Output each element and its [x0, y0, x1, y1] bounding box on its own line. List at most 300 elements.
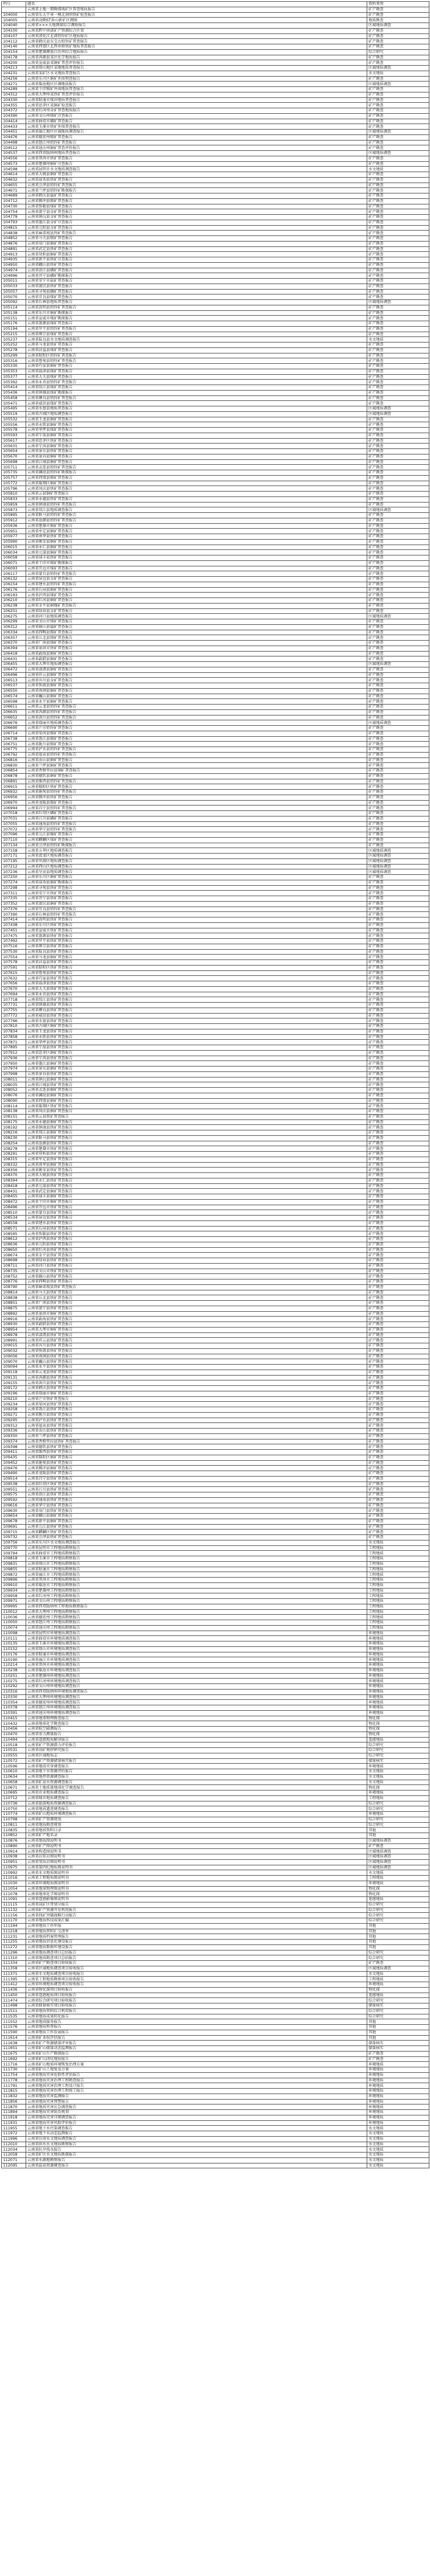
category-cell: 矿产勘查 [367, 1226, 429, 1231]
archive-id-cell: 109538 [2, 1481, 26, 1487]
title-cell: 云南省迪庆州环境地质调查报告 [26, 1710, 367, 1716]
title-cell: 云南省武定县铜矿普查报告 [26, 1189, 367, 1194]
archive-id-cell: 105556 [2, 422, 26, 428]
category-cell: 矿产勘查 [367, 1210, 429, 1216]
category-cell: 矿产勘查 [367, 1322, 429, 1328]
table-row [2, 1460, 429, 1466]
table-row [2, 1418, 429, 1423]
title-cell: 云南省保山市环境地质调查报告 [26, 1646, 367, 1652]
archive-id-cell: 111535 [2, 2014, 26, 2019]
archive-id-cell: 104112 [2, 39, 26, 44]
title-cell: 云南省河口县地质调查报告 [26, 614, 367, 619]
table-row [2, 1567, 429, 1572]
title-cell: 云南省宾川县金矿普查报告 [26, 678, 367, 683]
archive-id-cell: 104433 [2, 124, 26, 130]
title-cell: 云南省地质灾害监测报告 [26, 2094, 367, 2099]
title-cell: 云南省剑川县铅锌矿普查报告 [26, 715, 367, 720]
category-cell: 矿产勘查 [367, 635, 429, 641]
archive-id-cell: 109872 [2, 1572, 26, 1578]
category-cell: 矿产勘查 [367, 513, 429, 518]
archive-id-cell: 108978 [2, 1332, 26, 1338]
archive-id-cell: 111194 [2, 1923, 26, 1929]
category-cell: 区域地质调查 [367, 507, 429, 513]
title-cell: 云南省水源地勘察报告 [26, 2157, 367, 2163]
table-row [2, 87, 429, 92]
table-row [2, 1620, 429, 1626]
category-cell: 矿产勘查 [367, 1018, 429, 1024]
category-cell: 矿产勘查 [367, 1247, 429, 1253]
title-cell: 云南省龙陵县铁矿普查报告 [26, 1471, 367, 1477]
archive-id-cell: 107195 [2, 858, 26, 864]
archive-id-cell: 111576 [2, 2025, 26, 2030]
category-cell: 区域地质调查 [367, 1859, 429, 1865]
table-row [2, 1481, 429, 1487]
table-row [2, 1551, 429, 1556]
archive-id-cell: 107274 [2, 880, 26, 885]
title-cell: 云南省麻栗坡县钨矿普查报告 [26, 231, 367, 236]
category-cell: 工程地质 [367, 1551, 429, 1556]
title-cell: 云南省西双版纳州环境地质调查报告 [26, 1689, 367, 1694]
category-cell: 矿产勘查 [367, 1503, 429, 1508]
archive-id-cell: 104498 [2, 140, 26, 145]
table-row [2, 417, 429, 422]
table-row [2, 1338, 429, 1343]
title-cell: 云南省勐腊县铜矿普查报告 [26, 656, 367, 662]
category-cell: 矿产勘查 [367, 922, 429, 928]
archive-id-cell: 104730 [2, 204, 26, 209]
table-row [2, 641, 429, 646]
category-cell: 遥感地质 [367, 1737, 429, 1742]
title-cell: 云南省地质灾害风险评价报告 [26, 2120, 367, 2126]
archive-id-cell: 108076 [2, 1093, 26, 1098]
category-cell: 矿产勘查 [367, 390, 429, 395]
title-cell: 云南省彝良县铁矿普查报告 [26, 1008, 367, 1013]
table-row [2, 496, 429, 502]
title-cell: 云南省元谋县铁矿普查报告 [26, 1183, 367, 1189]
title-cell: 云南省富源县煤矿普查报告 [26, 321, 367, 327]
category-cell: 矿产勘查 [367, 709, 429, 715]
table-row [2, 1029, 429, 1034]
category-cell: 矿产勘查 [367, 92, 429, 97]
table-row [2, 976, 429, 981]
title-cell: 云南省宜良县煤矿普查报告 [26, 294, 367, 300]
category-cell: 矿产勘查 [367, 438, 429, 444]
category-cell: 水文地质 [367, 1971, 429, 1977]
archive-id-cell: 110596 [2, 1764, 26, 1769]
title-cell: 云南省普洱市铁矿普查报告 [26, 156, 367, 161]
title-cell: 云南省地质资料综合利用报告 [26, 2008, 367, 2014]
title-cell: 云南省西盟县铜矿普查报告 [26, 1098, 367, 1104]
title-cell: 云南省盐津县煤矿普查报告 [26, 369, 367, 374]
title-cell: 云南省绿春县金矿普查报告 [26, 608, 367, 614]
archive-id-cell: 106176 [2, 587, 26, 593]
title-cell: 云南省宣威市煤矿勘探报告 [26, 316, 367, 321]
table-row [2, 614, 429, 619]
category-cell: 矿产勘查 [367, 1135, 429, 1141]
archive-id-cell: 107298 [2, 885, 26, 891]
archive-id-cell: 109271 [2, 1412, 26, 1418]
title-cell: 云南省嵩明县铁矿普查报告 [26, 917, 367, 923]
category-cell: 矿产勘查 [367, 1306, 429, 1311]
category-cell: 矿产勘查 [367, 433, 429, 438]
title-cell: 云南省官渡区地质调查报告 [26, 858, 367, 864]
table-row [2, 1098, 429, 1104]
category-cell: 矿产勘查 [367, 444, 429, 449]
archive-id-cell: 107516 [2, 944, 26, 949]
archive-id-cell: 106071 [2, 560, 26, 566]
category-cell: 矿产勘查 [367, 1104, 429, 1109]
table-row [2, 1050, 429, 1056]
category-cell: 矿产勘查 [367, 87, 429, 92]
category-cell: 区域地质调查 [367, 1865, 429, 1870]
category-cell: 矿产勘查 [367, 1045, 429, 1051]
table-row [2, 1993, 429, 1998]
archive-id-cell: 109855 [2, 1567, 26, 1572]
title-cell: 云南省大姚县铜矿普查报告 [26, 172, 367, 178]
archive-id-cell: 108011 [2, 1077, 26, 1082]
table-row [2, 321, 429, 327]
table-row [2, 1944, 429, 1950]
archive-id-cell: 110750 [2, 1806, 26, 1812]
table-row [2, 901, 429, 907]
title-cell: 云南省大关县铁矿普查报告 [26, 986, 367, 992]
archive-id-cell: 104390 [2, 113, 26, 119]
title-cell: 云南省水富县铁矿普查报告 [26, 1018, 367, 1024]
category-cell: 其他 [367, 1923, 429, 1929]
title-cell: 云南省找矿突破战略行动报告 [26, 1913, 367, 1918]
category-cell: 矿产勘查 [367, 1466, 429, 1471]
table-row [2, 1716, 429, 1721]
title-cell: 云南省绿春县铁矿普查报告 [26, 1258, 367, 1264]
category-cell: 矿产勘查 [367, 134, 429, 140]
title-cell: 云南省芒市铁矿普查报告 [26, 1396, 367, 1402]
category-cell: 矿产勘查 [367, 880, 429, 885]
archive-id-cell: 106132 [2, 577, 26, 582]
table-row [2, 454, 429, 459]
title-cell: 云南省临翔区铁矿普查报告 [26, 1104, 367, 1109]
archive-id-cell: 110914 [2, 1849, 26, 1854]
category-cell: 工程地质 [367, 1582, 429, 1588]
title-cell: 云南省石林县铅锌矿普查报告 [26, 912, 367, 917]
category-cell: 矿产勘查 [367, 571, 429, 577]
title-cell: 云南省矿山地质环境恢复治理方案 [26, 2062, 367, 2067]
archive-id-cell: 107810 [2, 1024, 26, 1029]
table-row [2, 539, 429, 545]
table-row [2, 1354, 429, 1359]
category-cell: 矿产勘查 [367, 1157, 429, 1162]
table-row [2, 246, 429, 252]
archive-id-cell: 106251 [2, 608, 26, 614]
title-cell: 云南省石屏县铁矿普查报告 [26, 1226, 367, 1231]
title-cell: 云南省西盟县锡矿普查报告 [26, 475, 367, 481]
table-row [2, 1780, 429, 1785]
category-cell: 矿产勘查 [367, 1178, 429, 1183]
category-cell: 综合研究 [367, 1955, 429, 1961]
table-row [2, 821, 429, 827]
table-row [2, 699, 429, 705]
title-cell: 云南省德宏州环境地质调查报告 [26, 1700, 367, 1705]
title-cell: 云南省地质图说明书 [26, 1838, 367, 1843]
category-cell: 水文地质 [367, 2131, 429, 2137]
table-row [2, 1162, 429, 1168]
archive-id-cell: 104671 [2, 188, 26, 193]
title-cell: 云南省变质岩图说明书 [26, 1859, 367, 1865]
table-row [2, 981, 429, 987]
category-cell: 矿产勘查 [367, 1535, 429, 1540]
category-cell: 矿产勘查 [367, 518, 429, 523]
table-row [2, 1247, 429, 1253]
title-cell: 云南省文山州环境地质调查报告 [26, 1684, 367, 1690]
category-cell: 矿产勘查 [367, 1152, 429, 1157]
title-cell: 云南省凤庆县铜矿普查报告 [26, 1109, 367, 1115]
archive-id-cell: 104573 [2, 161, 26, 167]
table-row [2, 1130, 429, 1136]
table-row [2, 577, 429, 582]
archive-id-cell: 109172 [2, 1386, 26, 1391]
category-cell: 矿产勘查 [367, 784, 429, 790]
table-row [2, 1748, 429, 1753]
archive-id-cell: 104312 [2, 92, 26, 97]
table-row [2, 635, 429, 641]
archive-id-cell: 110695 [2, 1791, 26, 1796]
title-cell: 云南省德宏州锡矿普查报告 [26, 134, 367, 140]
table-row [2, 465, 429, 470]
title-cell: 云南省东川区铁矿普查报告 [26, 922, 367, 928]
category-cell: 矿产勘查 [367, 470, 429, 476]
category-cell: 矿产勘查 [367, 907, 429, 912]
archive-id-cell: 104005 [2, 18, 26, 23]
archive-id-cell: 105114 [2, 305, 26, 310]
category-cell: 矿产勘查 [367, 1471, 429, 1477]
title-cell: 云南省会泽县铁矿普查报告 [26, 1535, 367, 1540]
category-cell: 矿产勘查 [367, 1071, 429, 1077]
category-cell: 综合研究 [367, 1817, 429, 1822]
category-cell: 矿产勘查 [367, 1444, 429, 1450]
title-cell: 云南省西双版纳州地质普查报告 [26, 151, 367, 156]
category-cell: 矿产勘查 [367, 608, 429, 614]
table-row [2, 2062, 429, 2067]
archive-id-cell: 111730 [2, 2067, 26, 2073]
category-cell: 综合研究 [367, 1907, 429, 1913]
archive-id-cell: 112034 [2, 2147, 26, 2153]
title-cell: 云南省德钦县铜矿普查报告 [26, 773, 367, 779]
category-cell: 矿产勘查 [367, 1375, 429, 1380]
archive-id-cell: 107895 [2, 1045, 26, 1051]
category-cell: 矿产勘查 [367, 763, 429, 768]
category-cell: 矿产勘查 [367, 986, 429, 992]
title-cell: 云南省墨江县铜矿普查报告 [26, 1061, 367, 1067]
table-row [2, 18, 429, 23]
table-row [2, 2046, 429, 2052]
archive-id-cell: 109691 [2, 1524, 26, 1530]
title-cell: 云南省禄劝县铁矿普查报告 [26, 177, 367, 183]
category-cell: 矿产勘查 [367, 1216, 429, 1221]
archive-id-cell: 106878 [2, 773, 26, 779]
category-cell: 矿产勘查 [367, 1050, 429, 1056]
archive-id-cell: 105092 [2, 300, 26, 305]
title-cell: 云南省江川县磷矿普查报告 [26, 816, 367, 821]
table-row [2, 1604, 429, 1609]
title-cell: 云南省贡山县铁矿普查报告 [26, 1429, 367, 1434]
category-cell: 矿产勘查 [367, 1455, 429, 1460]
table-row [2, 23, 429, 29]
archive-id-cell: 107998 [2, 1071, 26, 1077]
archive-id-cell: 111255 [2, 1940, 26, 1945]
table-row [2, 268, 429, 273]
category-cell: 矿产勘查 [367, 523, 429, 529]
category-cell: 矿产勘查 [367, 225, 429, 231]
category-cell: 矿产勘查 [367, 1237, 429, 1242]
archive-id-cell: 107871 [2, 1040, 26, 1045]
archive-id-cell: 104200 [2, 60, 26, 66]
archive-id-cell: 104100 [2, 28, 26, 33]
title-cell: 云南省巧家县铜矿普查报告 [26, 364, 367, 369]
archive-id-cell: 104040 [2, 23, 26, 29]
table-row [2, 1295, 429, 1301]
category-cell: 水文地质 [367, 2126, 429, 2131]
title-cell: 云南省地质灾害治理工程设计报告 [26, 2083, 367, 2089]
category-cell: 综合研究 [367, 1950, 429, 1955]
table-row [2, 1508, 429, 1514]
archive-id-cell: 106334 [2, 630, 26, 635]
archive-id-cell: 110890 [2, 1843, 26, 1849]
table-row [2, 955, 429, 960]
archive-id-cell: 111972 [2, 2131, 26, 2137]
category-cell: 物化探 [367, 1892, 429, 1897]
title-cell: 云南省航空磁测报告 [26, 1727, 367, 1732]
table-row [2, 1194, 429, 1200]
category-cell: 矿产勘查 [367, 39, 429, 44]
archive-id-cell: 108496 [2, 1205, 26, 1210]
title-cell: 云南省岩溶水文地质调查报告 [26, 2136, 367, 2142]
table-row [2, 1183, 429, 1189]
title-cell: 云南省文山州工程地质勘察报告 [26, 1599, 367, 1604]
title-cell: 云南省怒江州工程地质勘察报告 [26, 1620, 367, 1626]
title-cell: 云南省勐海县铜矿普查报告 [26, 651, 367, 656]
category-cell: 矿产勘查 [367, 933, 429, 939]
archive-id-cell: 109910 [2, 1582, 26, 1588]
title-cell: 云南省威信县铁矿普查报告 [26, 1013, 367, 1018]
archive-id-cell [2, 7, 26, 12]
archive-id-cell: 105593 [2, 433, 26, 438]
title-cell: 云南省盘龙区地质调查报告 [26, 854, 367, 859]
title-cell: 云南省蒙自县铁矿普查报告 [26, 1210, 367, 1216]
table-row [2, 646, 429, 651]
table-row [2, 1545, 429, 1551]
category-cell: 环境地质 [367, 1710, 429, 1716]
archive-id-cell: 108151 [2, 1114, 26, 1119]
table-row [2, 1929, 429, 1934]
title-cell: 云南省宜良县铅锌矿普查报告 [26, 907, 367, 912]
table-row [2, 965, 429, 970]
archive-id-cell: 106394 [2, 646, 26, 651]
title-cell: 云南省绥江县煤矿普查报告 [26, 385, 367, 391]
archive-id-cell: 106472 [2, 667, 26, 672]
title-cell: 云南省西畴县锡矿普查报告 [26, 630, 367, 635]
archive-id-cell: 106830 [2, 763, 26, 768]
table-row [2, 33, 429, 39]
archive-id-cell: 110378 [2, 1705, 26, 1711]
table-row [2, 1524, 429, 1530]
title-cell: 云南省地质灾害预警报告 [26, 2099, 367, 2104]
table-row [2, 1386, 429, 1391]
title-cell: 云南省金平县铁矿普查报告 [26, 1253, 367, 1258]
table-row [2, 1753, 429, 1758]
archive-id-cell: 105698 [2, 459, 26, 465]
archive-id-cell: 109818 [2, 1556, 26, 1562]
table-header-row [2, 2, 429, 7]
table-row [2, 119, 429, 124]
category-cell: 矿产勘查 [367, 1332, 429, 1338]
category-cell: 环境地质 [367, 1668, 429, 1673]
archive-id-cell: 110012 [2, 1609, 26, 1615]
table-row [2, 922, 429, 928]
category-cell: 综合研究 [367, 1801, 429, 1806]
archive-id-cell: 109678 [2, 1519, 26, 1524]
table-row [2, 2136, 429, 2142]
category-cell: 矿产勘查 [367, 1231, 429, 1237]
table-row [2, 1396, 429, 1402]
category-cell: 综合研究 [367, 1753, 429, 1758]
archive-id-cell: 108138 [2, 1109, 26, 1115]
category-cell: 矿产勘查 [367, 326, 429, 332]
table-row [2, 667, 429, 672]
table-row [2, 2003, 429, 2009]
archive-id-cell: 105895 [2, 513, 26, 518]
category-cell: 矿产勘查 [367, 1146, 429, 1152]
archive-id-cell: 107250 [2, 875, 26, 880]
category-cell: 矿产勘查 [367, 502, 429, 507]
title-cell: 云南省地质灾害治理工程竣工报告 [26, 2089, 367, 2094]
table-row [2, 720, 429, 726]
category-cell: 矿产勘查 [367, 683, 429, 689]
category-cell: 综合研究 [367, 1822, 429, 1828]
table-row [2, 678, 429, 683]
title-cell: 云南省个旧市锡矿勘探报告 [26, 560, 367, 566]
title-cell: 云南省隆阳区铁矿普查报告 [26, 784, 367, 790]
table-row [2, 433, 429, 438]
table-row [2, 130, 429, 135]
table-row [2, 28, 429, 33]
table-row [2, 380, 429, 385]
title-cell: 云南省宁蒗县铁矿普查报告 [26, 1045, 367, 1051]
table-row [2, 369, 429, 374]
table-row [2, 92, 429, 97]
category-cell: 矿产勘查 [367, 1258, 429, 1264]
table-row [2, 183, 429, 188]
archive-id-cell: 109794 [2, 1551, 26, 1556]
table-row [2, 390, 429, 395]
title-cell: 云南省东川区铜矿普查报告 [26, 875, 367, 880]
table-row [2, 486, 429, 492]
category-cell: 环境地质 [367, 2083, 429, 2089]
title-cell: 云南省矿山土地复垦方案 [26, 2067, 367, 2073]
title-cell: 云南省迪庆州铜矿普查评价报告 [26, 145, 367, 151]
table-row [2, 773, 429, 779]
title-cell: 云南省建水县铅锌矿普查报告 [26, 582, 367, 587]
archive-id-cell: 111996 [2, 2136, 26, 2142]
table-row [2, 688, 429, 694]
title-cell: 云南省红塔区磷矿普查报告 [26, 811, 367, 816]
table-row [2, 1572, 429, 1578]
archive-id-cell: 106117 [2, 571, 26, 577]
category-cell: 矿产勘查 [367, 1343, 429, 1349]
title-cell: 云南省临沧市工程地质勘察报告 [26, 1582, 367, 1588]
table-row [2, 1843, 429, 1849]
category-cell: 环境地质 [367, 1663, 429, 1668]
category-cell: 矿产勘查 [367, 1056, 429, 1061]
title-cell: 云南省地质勘查规划 [26, 1822, 367, 1828]
